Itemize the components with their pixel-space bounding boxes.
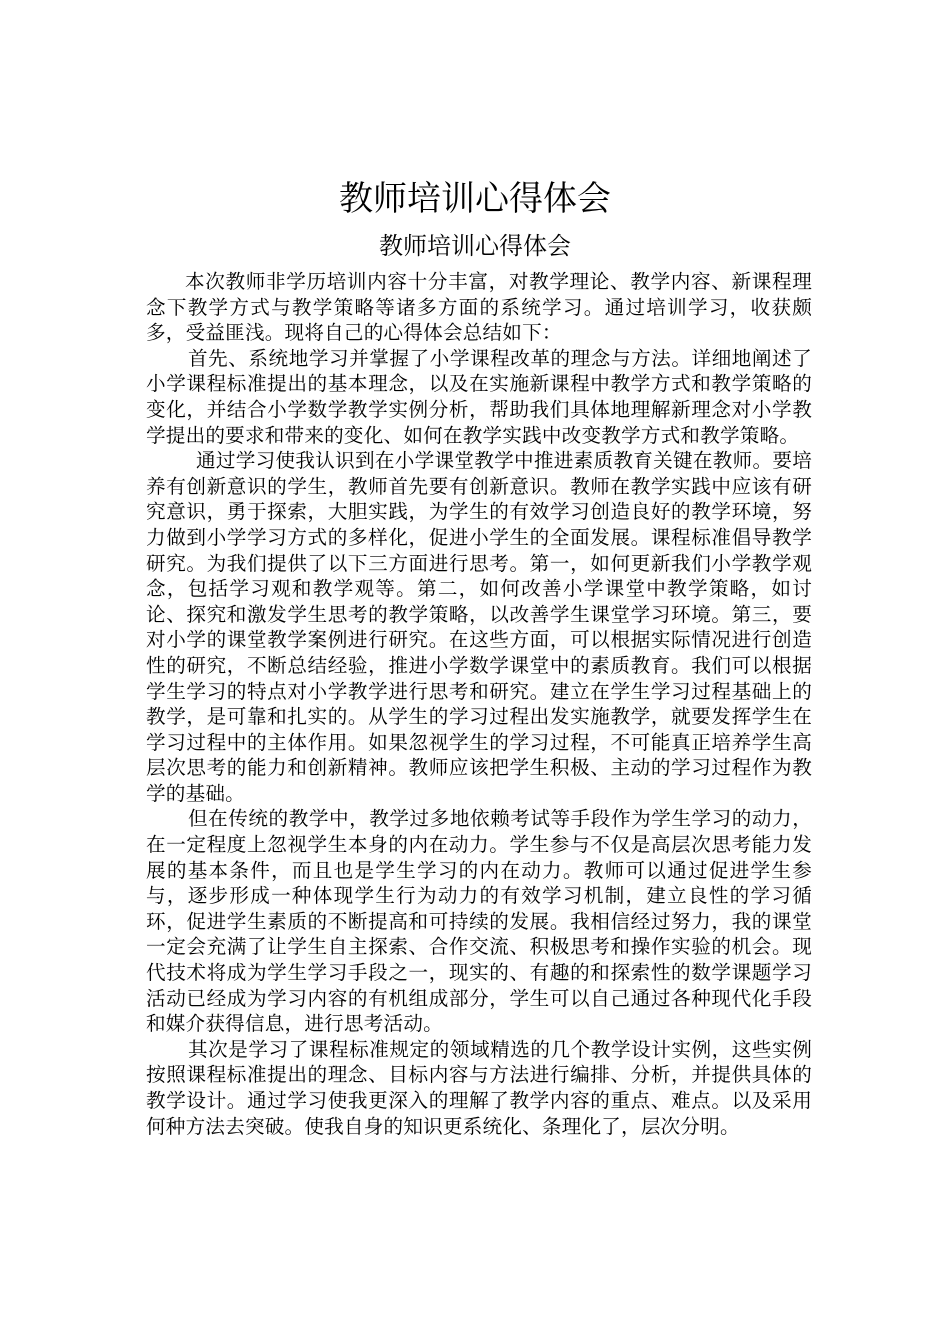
paragraph-intro: 本次教师非学历培训内容十分丰富，对教学理论、教学内容、新课程理念下教学方式与教学策略等诸多方面的系统学习。通过培训学习，收获颇多，受益匪浅。现将自己的心得体会总结如下： (146, 270, 812, 345)
document-subtitle: 教师培训心得体会 (379, 232, 571, 260)
paragraph-participation: 但在传统的教学中，教学过多地依赖考试等手段作为学生学习的动力，在一定程度上忽视学生本身的内在动力。学生参与不仅是高层次思考能力发展的基本条件，而且也是学生学习的内在动力。教师可以通过促进学生参与，逐步形成一种体现学生行为动力的有效学习机制，建立良性的学习循环，促进学生素质的不断提高和可持续的发展。我相信经过努力，我的课堂一定会充满了让学生自主探索、合作交流、积极思考和操作实验的机会。现代技术将成为学生学习手段之一，现实的、有趣的和探索性的数学课题学习活动已经成为学习内容的有机组成部分，学生可以自己通过各种现代化手段和媒介获得信息，进行思考活动。 (146, 807, 812, 1036)
paragraph-first-point: 首先、系统地学习并掌握了小学课程改革的理念与方法。详细地阐述了小学课程标准提出的基本理念，以及在实施新课程中教学方式和教学策略的变化，并结合小学数学教学实例分析，帮助我们具体地理解新理念对小学教学提出的要求和带来的变化、如何在教学实践中改变教学方式和教学策略。 (146, 346, 812, 447)
paragraph-second-point: 其次是学习了课程标准规定的领域精选的几个教学设计实例，这些实例按照课程标准提出的理念、目标内容与方法进行编排、分析，并提供具体的教学设计。通过学习使我更深入的理解了教学内容的重点、难点。以及采用何种方法去突破。使我自身的知识更系统化、条理化了，层次分明。 (146, 1037, 812, 1138)
paragraph-innovation: 通过学习使我认识到在小学课堂教学中推进素质教育关键在教师。要培养有创新意识的学生，教师首先要有创新意识。教师在教学实践中应该有研究意识，勇于探索，大胆实践，为学生的有效学习创造良好的教学环境，努力做到小学学习方式的多样化，促进小学生的全面发展。课程标准倡导教学研究。为我们提供了以下三方面进行思考。第一，如何更新我们小学教学观念，包括学习观和教学观等。第二，如何改善小学课堂中教学策略，如讨论、探究和激发学生思考的教学策略，以改善学生课堂学习环境。第三，要对小学的课堂教学案例进行研究。在这些方面，可以根据实际情况进行创造性的研究，不断总结经验，推进小学数学课堂中的素质教育。我们可以根据学生学习的特点对小学教学进行思考和研究。建立在学生学习过程基础上的教学，是可靠和扎实的。从学生的学习过程出发实施教学，就要发挥学生在学习过程中的主体作用。如果忽视学生的学习过程，不可能真正培养学生高层次思考的能力和创新精神。教师应该把学生积极、主动的学习过程作为教学的基础。 (146, 449, 812, 805)
document-title: 教师培训心得体会 (339, 179, 611, 219)
document-body (146, 269, 812, 1139)
